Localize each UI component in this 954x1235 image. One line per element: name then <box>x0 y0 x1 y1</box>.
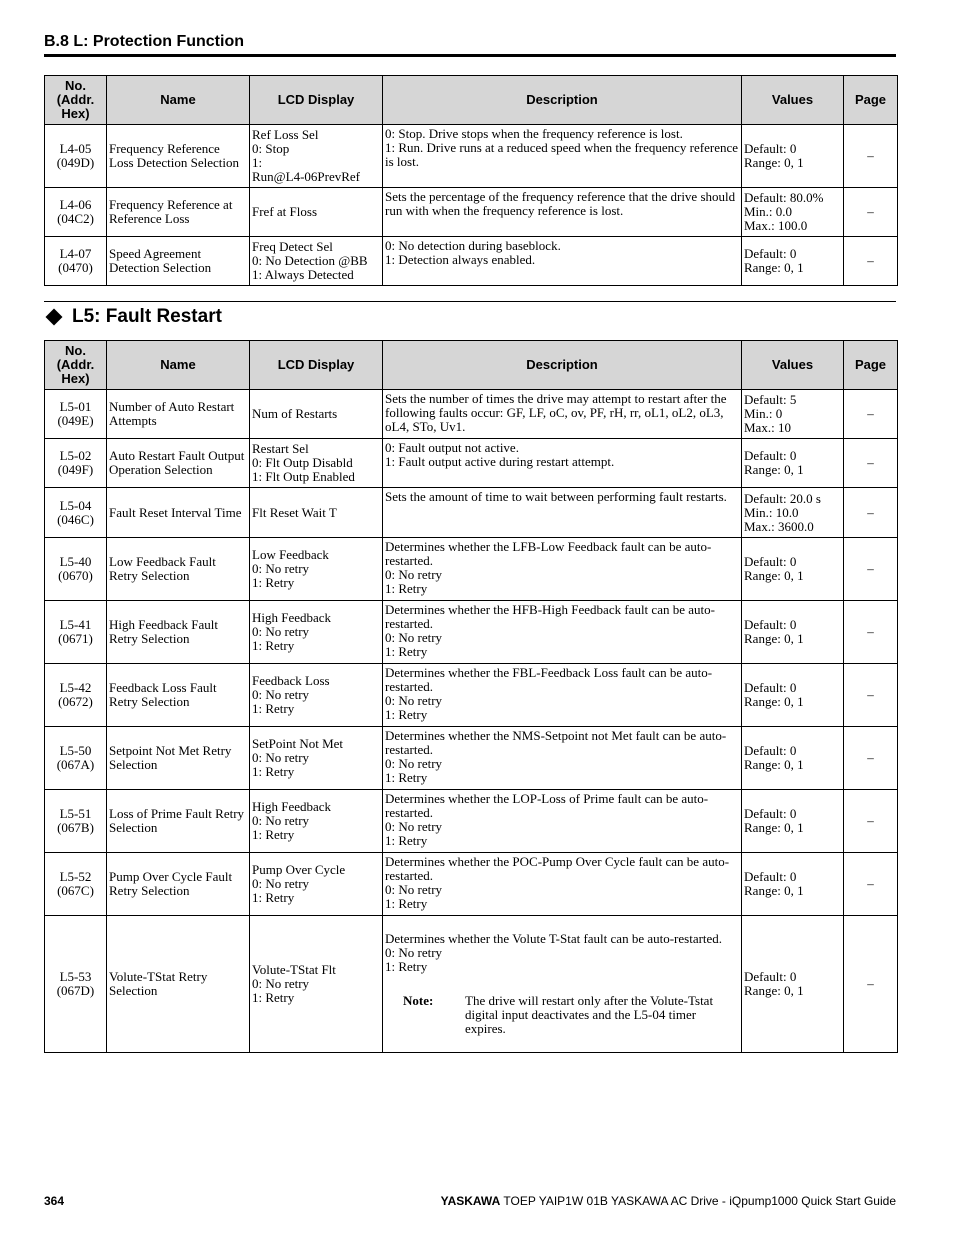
param-page: – <box>844 188 898 237</box>
param-name: Low Feedback Fault Retry Selection <box>107 538 250 601</box>
param-values: Default: 0 Range: 0, 1 <box>742 790 844 853</box>
param-description: Sets the amount of time to wait between performing fault restarts. <box>383 488 742 538</box>
lcd-display: Num of Restarts <box>250 390 383 439</box>
col-header-no: No. (Addr. Hex) <box>45 341 107 390</box>
param-number: L5-01 (049E) <box>45 390 107 439</box>
param-number: L5-40 (0670) <box>45 538 107 601</box>
param-page: – <box>844 727 898 790</box>
page-number: 364 <box>44 1194 65 1208</box>
param-values: Default: 0 Range: 0, 1 <box>742 439 844 488</box>
section-title: B.8 L: Protection Function <box>44 33 244 50</box>
lcd-display: Fref at Floss <box>250 188 383 237</box>
lcd-display: Pump Over Cycle 0: No retry 1: Retry <box>250 853 383 916</box>
table-row <box>45 237 898 286</box>
param-page: – <box>844 853 898 916</box>
param-description: Determines whether the NMS-Setpoint not Met fault can be auto-restarted. 0: No retry 1: Retry <box>383 727 742 790</box>
footer-doc-title <box>441 1194 896 1208</box>
param-name: Frequency Reference Loss Detection Selection <box>107 125 250 188</box>
table-row <box>45 727 898 790</box>
l5-parameter-table <box>44 340 898 1053</box>
param-values: Default: 0 Range: 0, 1 <box>742 916 844 1053</box>
col-header-values: Values <box>742 76 844 125</box>
table-row <box>45 916 898 1053</box>
diamond-bullet-icon <box>46 309 63 326</box>
param-name: Loss of Prime Fault Retry Selection <box>107 790 250 853</box>
param-number: L5-51 (067B) <box>45 790 107 853</box>
col-header-name: Name <box>107 76 250 125</box>
col-header-name: Name <box>107 341 250 390</box>
param-name: Number of Auto Restart Attempts <box>107 390 250 439</box>
param-page: – <box>844 390 898 439</box>
param-description: Determines whether the FBL-Feedback Loss fault can be auto-restarted. 0: No retry 1: Retry <box>383 664 742 727</box>
col-header-description: Description <box>383 76 742 125</box>
col-header-page: Page <box>844 76 898 125</box>
param-name: Speed Agreement Detection Selection <box>107 237 250 286</box>
col-header-no: No. (Addr. Hex) <box>45 76 107 125</box>
param-number: L4-06 (04C2) <box>45 188 107 237</box>
param-description: Determines whether the LFB-Low Feedback fault can be auto-restarted. 0: No retry 1: Retry <box>383 538 742 601</box>
param-description: Determines whether the LOP-Loss of Prime fault can be auto-restarted. 0: No retry 1: Retry <box>383 790 742 853</box>
param-values: Default: 0 Range: 0, 1 <box>742 538 844 601</box>
col-header-lcd-display: LCD Display <box>250 341 383 390</box>
table-row <box>45 853 898 916</box>
param-description: Determines whether the POC-Pump Over Cycle fault can be auto-restarted. 0: No retry 1: Retry <box>383 853 742 916</box>
param-values: Default: 0 Range: 0, 1 <box>742 853 844 916</box>
subsection-title: L5: Fault Restart <box>72 306 222 327</box>
param-page: – <box>844 538 898 601</box>
param-page: – <box>844 488 898 538</box>
header-rule <box>44 54 896 57</box>
param-name: Frequency Reference at Reference Loss <box>107 188 250 237</box>
table-header-row <box>45 341 898 390</box>
param-description: 0: Fault output not active. 1: Fault output active during restart attempt. <box>383 439 742 488</box>
param-name: Auto Restart Fault Output Operation Selection <box>107 439 250 488</box>
col-header-lcd-display: LCD Display <box>250 76 383 125</box>
lcd-display: Ref Loss Sel 0: Stop 1: Run@L4-06PrevRef <box>250 125 383 188</box>
table-row <box>45 601 898 664</box>
subsection-rule <box>44 301 896 302</box>
col-header-description: Description <box>383 341 742 390</box>
param-description: 0: Stop. Drive stops when the frequency reference is lost. 1: Run. Drive runs at a reduced speed when the frequency reference is lost. <box>383 125 742 188</box>
param-number: L5-42 (0672) <box>45 664 107 727</box>
table-row <box>45 439 898 488</box>
l4-parameter-table <box>44 75 898 286</box>
param-values: Default: 20.0 s Min.: 10.0 Max.: 3600.0 <box>742 488 844 538</box>
param-name: Pump Over Cycle Fault Retry Selection <box>107 853 250 916</box>
param-values: Default: 80.0% Min.: 0.0 Max.: 100.0 <box>742 188 844 237</box>
param-description: Determines whether the HFB-High Feedback fault can be auto-restarted. 0: No retry 1: Retry <box>383 601 742 664</box>
param-name: Fault Reset Interval Time <box>107 488 250 538</box>
col-header-values: Values <box>742 341 844 390</box>
param-description: 0: No detection during baseblock. 1: Detection always enabled. <box>383 237 742 286</box>
param-page: – <box>844 790 898 853</box>
param-values: Default: 0 Range: 0, 1 <box>742 601 844 664</box>
table-row <box>45 538 898 601</box>
param-page: – <box>844 439 898 488</box>
param-values: Default: 5 Min.: 0 Max.: 10 <box>742 390 844 439</box>
param-number: L5-41 (0671) <box>45 601 107 664</box>
lcd-display: High Feedback 0: No retry 1: Retry <box>250 790 383 853</box>
param-number: L4-05 (049D) <box>45 125 107 188</box>
table-row <box>45 488 898 538</box>
param-description <box>383 916 742 1053</box>
param-page: – <box>844 664 898 727</box>
lcd-display: Feedback Loss 0: No retry 1: Retry <box>250 664 383 727</box>
lcd-display: Freq Detect Sel 0: No Detection @BB 1: Always Detected <box>250 237 383 286</box>
param-name: Setpoint Not Met Retry Selection <box>107 727 250 790</box>
param-values: Default: 0 Range: 0, 1 <box>742 125 844 188</box>
footer-brand: YASKAWA <box>440 1194 501 1208</box>
col-header-page: Page <box>844 341 898 390</box>
lcd-display: Volute-TStat Flt 0: No retry 1: Retry <box>250 916 383 1053</box>
param-number: L5-50 (067A) <box>45 727 107 790</box>
note-label: Note: <box>403 993 434 1008</box>
table-row <box>45 790 898 853</box>
lcd-display: High Feedback 0: No retry 1: Retry <box>250 601 383 664</box>
table-header-row <box>45 76 898 125</box>
param-page: – <box>844 916 898 1053</box>
table-row <box>45 125 898 188</box>
table-row <box>45 664 898 727</box>
lcd-display: Low Feedback 0: No retry 1: Retry <box>250 538 383 601</box>
param-number: L5-52 (067C) <box>45 853 107 916</box>
lcd-display: Flt Reset Wait T <box>250 488 383 538</box>
lcd-display: Restart Sel 0: Flt Outp Disabld 1: Flt Outp Enabled <box>250 439 383 488</box>
note-text: The drive will restart only after the Volute-Tstat digital input deactivates and the L5-04 timer expires. <box>465 993 714 1036</box>
footer-title-text: TOEP YAIP1W 01B YASKAWA AC Drive - iQpump1000 Quick Start Guide <box>503 1194 896 1208</box>
param-name: Volute-TStat Retry Selection <box>107 916 250 1053</box>
param-values: Default: 0 Range: 0, 1 <box>742 727 844 790</box>
note <box>385 994 739 1036</box>
param-values: Default: 0 Range: 0, 1 <box>742 237 844 286</box>
param-description: Sets the percentage of the frequency reference that the drive should run with when the frequency reference is lost. <box>383 188 742 237</box>
param-name: Feedback Loss Fault Retry Selection <box>107 664 250 727</box>
param-number: L5-53 (067D) <box>45 916 107 1053</box>
param-number: L5-04 (046C) <box>45 488 107 538</box>
param-number: L5-02 (049F) <box>45 439 107 488</box>
param-page: – <box>844 601 898 664</box>
param-page: – <box>844 125 898 188</box>
param-page: – <box>844 237 898 286</box>
lcd-display: SetPoint Not Met 0: No retry 1: Retry <box>250 727 383 790</box>
description-text: Determines whether the Volute T-Stat fault can be auto-restarted. 0: No retry 1: Retry <box>385 931 723 974</box>
param-values: Default: 0 Range: 0, 1 <box>742 664 844 727</box>
param-name: High Feedback Fault Retry Selection <box>107 601 250 664</box>
subsection-heading <box>44 306 222 328</box>
param-description: Sets the number of times the drive may attempt to restart after the following faults occur: GF, LF, oC, ov, PF, rH, rr, oL1, oL2, oL3, oL4, STo, Uv1. <box>383 390 742 439</box>
table-row <box>45 390 898 439</box>
param-number: L4-07 (0470) <box>45 237 107 286</box>
table-row <box>45 188 898 237</box>
